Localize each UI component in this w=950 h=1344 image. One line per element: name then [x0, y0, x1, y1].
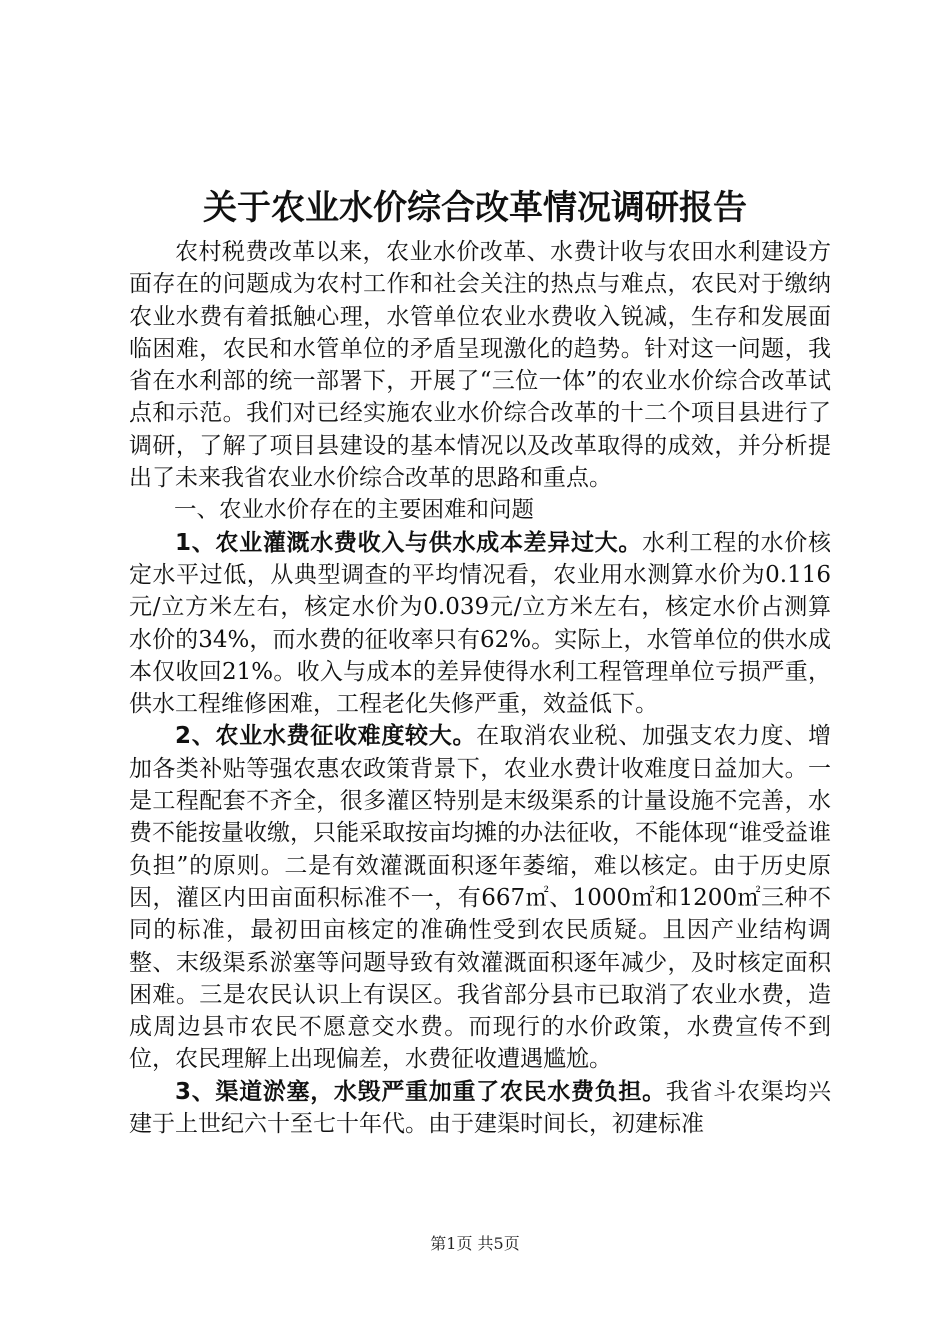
document-body	[129, 236, 831, 1140]
section-heading: 一、农业水价存在的主要困难和问题	[174, 497, 535, 524]
item-text-2: 在取消农业税、加强支农力度、增加各类补贴等强农惠农政策背景下，农业水费计收难度日益加大。一是工程配套不齐全，很多灌区特别是末级渠系的计量设施不完善，水费不能按量收缴，只能采取按亩均摊的办法征收，不能体现“谁受益谁负担”的原则。二是有效灌溉面积逐年萎缩，难以核定。由于历史原因，灌区内田亩面积标准不一，有667㎡、1000㎡和1200㎡三种不同的标准，最初田亩核定的准确性受到农民质疑。且因产业结构调整、末级渠系淤塞等问题导致有效灌溉面积逐年减少，及时核定面积困难。三是农民认识上有误区。我省部分县市已取消了农业水费，造成周边县市农民不愿意交水费。而现行的水价政策，水费宣传不到位，农民理解上出现偏差，水费征收遭遇尴尬。	[129, 723, 831, 1073]
item-lead-3: 3、渠道淤塞，水毁严重加重了农民水费负担。	[175, 1078, 666, 1105]
item-paragraph-2	[129, 720, 831, 1075]
page-number-footer: 第1页 共5页	[430, 1234, 520, 1253]
item-text-3: 我省斗农渠均兴建于上世纪六十至七十年代。由于建渠时间长，初建标准	[129, 1078, 831, 1138]
item-lead-2: 2、农业水费征收难度较大。	[175, 723, 477, 750]
item-lead-1: 1、农业灌溉水费收入与供水成本差异过大。	[175, 529, 643, 556]
item-paragraph-3	[129, 1076, 831, 1141]
item-text-1: 水利工程的水价核定水平过低，从典型调查的平均情况看，农业用水测算水价为0.116元/立方米左右，核定水价为0.039元/立方米左右，核定水价占测算水价的34%，而水费的征收率只有62%。实际上，水管单位的供水成本仅收回21%。收入与成本的差异使得水利工程管理单位亏损严重，供水工程维修困难，工程老化失修严重，效益低下。	[129, 529, 831, 718]
document-title: 关于农业水价综合改革情况调研报告	[203, 188, 747, 228]
intro-paragraph: 农村税费改革以来，农业水价改革、水费计收与农田水利建设方面存在的问题成为农村工作和社会关注的热点与难点，农民对于缴纳农业水费有着抵触心理，水管单位农业水费收入锐减，生存和发展面临困难，农民和水管单位的矛盾呈现激化的趋势。针对这一问题，我省在水利部的统一部署下，开展了“三位一体”的农业水价综合改革试点和示范。我们对已经实施农业水价综合改革的十二个项目县进行了调研，了解了项目县建设的基本情况以及改革取得的成效，并分析提出了未来我省农业水价综合改革的思路和重点。	[129, 239, 831, 492]
item-paragraph-1	[129, 527, 831, 721]
